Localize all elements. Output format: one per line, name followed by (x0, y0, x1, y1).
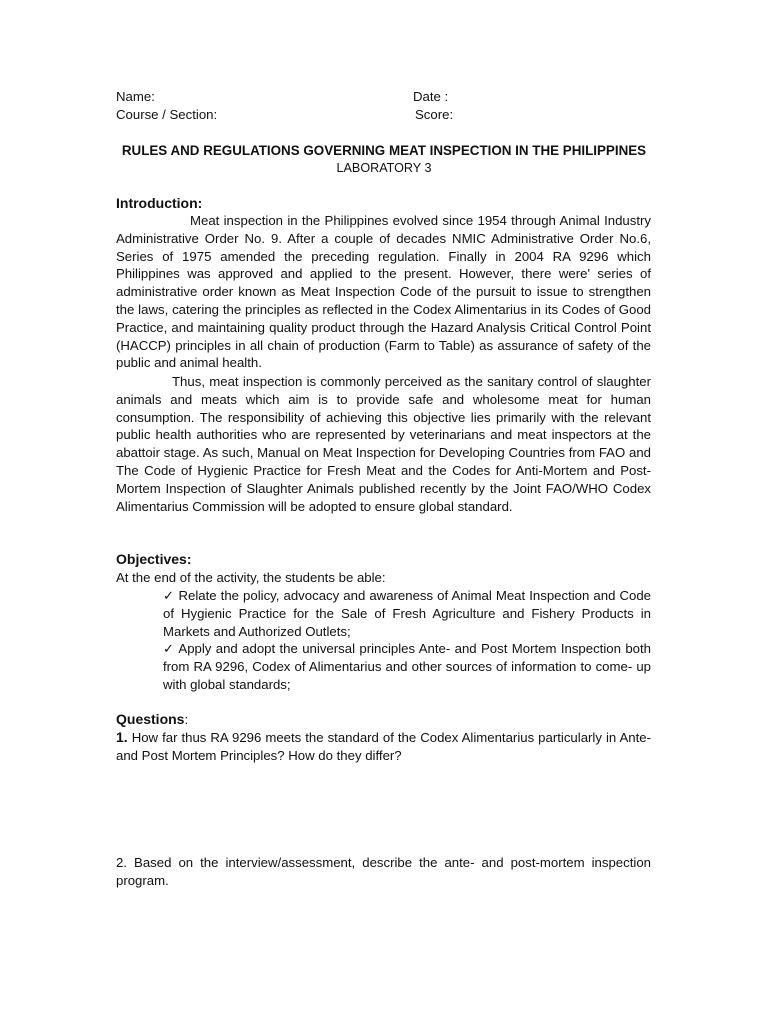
document-subtitle: LABORATORY 3 (336, 161, 432, 175)
objectives-heading: Objectives: (116, 551, 192, 567)
course-section-label: Course / Section: (116, 107, 218, 122)
introduction-heading: Introduction: (116, 195, 203, 211)
document-title: RULES AND REGULATIONS GOVERNING MEAT INSPECTION IN THE PHILIPPINES (121, 143, 647, 158)
introduction-paragraph-2: Thus, meat inspection is commonly perceived as the sanitary control of slaughter animals and meats which aim is to provide safe and wholesome meat for human consumption. The responsibility of achieving this objective lies primarily with the relevant public health authorities who are represented by veterinarians and meat inspectors at the abattoir stage. As such, Manual on Meat Inspection for Developing Countries from FAO and The Code of Hygienic Practice for Fresh Meat and the Codes for Anti-Mortem and Post-Mortem Inspection of Slaughter Animals published recently by the Joint FAO/WHO Codex Alimentarius Commission will be adopted to ensure global standard. (116, 374, 651, 514)
questions-heading-colon: : (184, 712, 189, 727)
objective-item-2: ✓ Apply and adopt the universal principles Ante- and Post Mortem Inspection both from RA 9296, Codex of Alimentarius and other sources of information to come- up with global standards; (163, 641, 651, 692)
questions-heading-line (116, 711, 188, 729)
question-1 (116, 729, 651, 765)
objectives-lead: At the end of the activity, the students be able: (116, 570, 386, 585)
objective-item-1: ✓ Relate the policy, advocacy and awareness of Animal Meat Inspection and Code of Hygienic Practice for the Sale of Fresh Agriculture and Fishery Products in Markets and Authorized Outlets; (163, 588, 651, 639)
date-label: Date : (413, 89, 449, 104)
introduction-paragraph-1: Meat inspection in the Philippines evolved since 1954 through Animal Industry Administrative Order No. 9. After a couple of decades NMIC Administrative Order No.6, Series of 1975 amended the preceding regulation. Finally in 2004 RA 9296 which Philippines was approved and applied to the present. However, there were' series of administrative order known as Meat Inspection Code of the pursuit to issue to strengthen the laws, catering the principles as reflected in the Codex Alimentarius in its Codes of Good Practice, and maintaining quality product through the Hazard Analysis Critical Control Point (HACCP) principles in all chain of production (Farm to Table) as assurance of safety of the public and animal health. (116, 213, 651, 371)
header-row-2 (116, 106, 656, 124)
score-label: Score: (415, 107, 454, 122)
question-1-number: 1. (116, 729, 128, 745)
question-2: 2. Based on the interview/assessment, describe the ante- and post-mortem inspection program. (116, 855, 651, 888)
header-row-1 (116, 88, 656, 106)
question-1-text: How far thus RA 9296 meets the standard of the Codex Alimentarius particularly in Ante- and Post Mortem Principles? How do they differ? (116, 730, 651, 763)
questions-heading: Questions (116, 711, 185, 727)
name-label: Name: (116, 89, 155, 104)
